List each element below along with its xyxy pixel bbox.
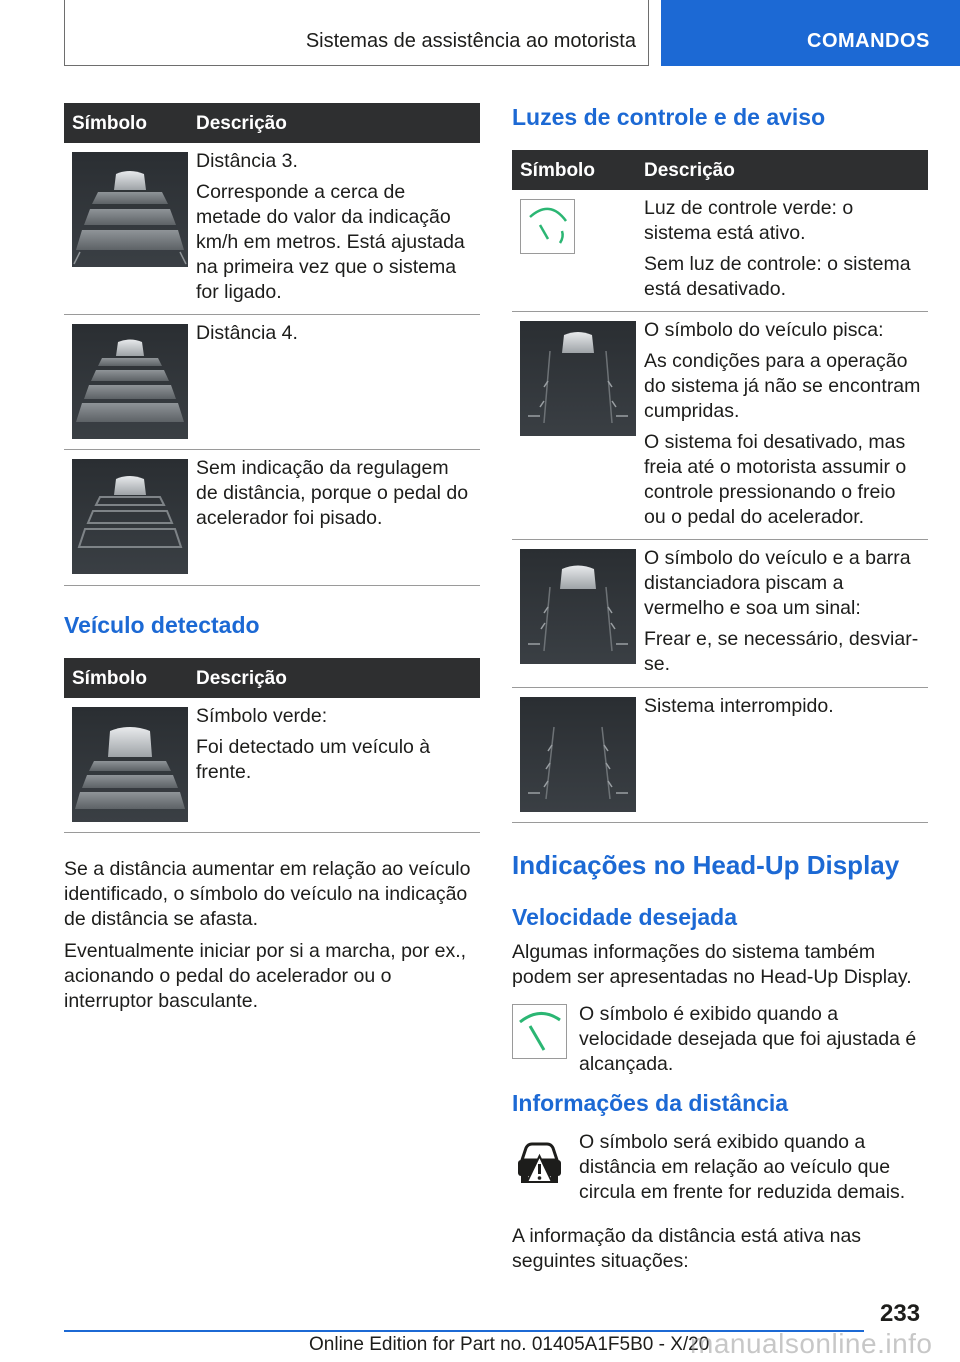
vehicle-bar-red-icon bbox=[520, 549, 636, 664]
description-text: Foi detectado um veículo à frente. bbox=[196, 736, 431, 783]
header-description: Descrição bbox=[196, 668, 287, 689]
hud-speedometer-icon bbox=[512, 1004, 567, 1059]
description-text: Corresponde a cerca de metade do valor da indicação km/h em metros. Está ajustada na primeira vez que o sistema for ligado. bbox=[196, 181, 465, 303]
table-row bbox=[512, 312, 928, 540]
warning-lights-table bbox=[512, 150, 928, 823]
hud-speed-intro bbox=[512, 940, 928, 997]
row-description bbox=[644, 196, 922, 308]
distance-3-icon bbox=[72, 152, 188, 267]
body-paragraph: Se a distância aumentar em relação ao veículo identificado, o símbolo do veículo na indicação de distância se afasta. bbox=[64, 858, 471, 930]
header-symbol: Símbolo bbox=[72, 668, 147, 689]
footer-edition: Online Edition for Part no. 01405A1F5B0 - X/20 bbox=[309, 1334, 710, 1355]
body-paragraph: O símbolo é exibido quando a velocidade desejada que foi ajustada é alcançada. bbox=[579, 1003, 917, 1075]
hud-distance-icon-text bbox=[579, 1130, 931, 1212]
page-number: 233 bbox=[880, 1300, 921, 1327]
table-row bbox=[64, 143, 480, 315]
section-title-warning-lights: Luzes de controle e de aviso bbox=[512, 104, 826, 130]
vehicle-detected-table bbox=[64, 658, 480, 833]
description-text: Frear e, se necessário, desviar-se. bbox=[644, 628, 919, 675]
vehicle-detected-icon bbox=[72, 707, 188, 822]
description-text: Símbolo verde: bbox=[196, 705, 328, 727]
row-description bbox=[196, 321, 474, 352]
description-text: Sem luz de controle: o sistema está desativado. bbox=[644, 253, 911, 300]
table-row bbox=[64, 315, 480, 450]
table-header bbox=[64, 103, 480, 143]
table-row bbox=[512, 688, 928, 823]
body-paragraph: O símbolo será exibido quando a distância em relação ao veículo que circula em frente for reduzida demais. bbox=[579, 1131, 906, 1203]
description-text: Sistema interrompido. bbox=[644, 695, 834, 717]
distance-4-icon bbox=[72, 324, 188, 439]
description-text: O sistema foi desativado, mas freia até o motorista assumir o controle pressionando o freio ou o pedal do acelerador. bbox=[644, 431, 907, 528]
description-text: Distância 3. bbox=[196, 150, 298, 172]
row-description bbox=[644, 546, 922, 683]
header-frame bbox=[64, 0, 649, 66]
speedometer-icon bbox=[520, 199, 575, 254]
table-header bbox=[512, 150, 928, 190]
header-description: Descrição bbox=[644, 160, 735, 181]
hud-speed-icon-text bbox=[579, 1002, 931, 1084]
description-text: O símbolo do veículo e a barra distanciadora piscam a vermelho e soa um sinal: bbox=[644, 547, 911, 619]
header-description: Descrição bbox=[196, 113, 287, 134]
page-header-title: Sistemas de assistência ao motorista bbox=[305, 30, 636, 52]
no-distance-icon bbox=[72, 459, 188, 574]
row-description bbox=[196, 149, 474, 311]
subsection-title-speed: Velocidade desejada bbox=[512, 904, 738, 930]
section-title-vehicle-detected: Veículo detectado bbox=[64, 612, 260, 638]
row-description bbox=[196, 704, 474, 791]
row-description bbox=[196, 456, 474, 537]
table-header bbox=[64, 658, 480, 698]
description-text: As condições para a operação do sistema já não se encontram cumpridas. bbox=[644, 350, 921, 422]
row-description bbox=[644, 694, 922, 725]
table-row bbox=[512, 540, 928, 688]
section-title-hud: Indicações no Head-Up Display bbox=[512, 850, 900, 880]
watermark: manualsonline.info bbox=[690, 1328, 933, 1359]
body-paragraph: Algumas informações do sistema também podem ser apresentadas no Head-Up Display. bbox=[512, 941, 912, 988]
section-tab-comandos[interactable] bbox=[661, 0, 960, 66]
vehicle-detected-body bbox=[64, 857, 480, 1021]
table-row bbox=[64, 698, 480, 833]
vehicle-flashing-icon bbox=[520, 321, 636, 436]
description-text: O símbolo do veículo pisca: bbox=[644, 319, 884, 341]
description-text: Distância 4. bbox=[196, 322, 298, 344]
description-text: Sem indicação da regulagem de distância, porque o pedal do acelerador foi pisado. bbox=[196, 457, 469, 529]
distance-table bbox=[64, 103, 480, 586]
section-tab-label: COMANDOS bbox=[807, 30, 930, 52]
body-paragraph: Eventualmente iniciar por si a marcha, por ex., acionando o pedal do acelerador ou o interruptor basculante. bbox=[64, 940, 467, 1012]
hud-distance-outro bbox=[512, 1224, 928, 1281]
subsection-title-distance: Informações da distância bbox=[512, 1090, 789, 1116]
description-text: Luz de controle verde: o sistema está ativo. bbox=[644, 197, 854, 244]
body-paragraph: A informação da distância está ativa nas seguintes situações: bbox=[512, 1225, 862, 1272]
distance-warning-car-icon bbox=[512, 1134, 567, 1189]
row-description bbox=[644, 318, 922, 536]
header-symbol: Símbolo bbox=[520, 160, 595, 181]
system-interrupted-icon bbox=[520, 697, 636, 812]
table-row bbox=[64, 450, 480, 586]
header-symbol: Símbolo bbox=[72, 113, 147, 134]
table-row bbox=[512, 190, 928, 312]
